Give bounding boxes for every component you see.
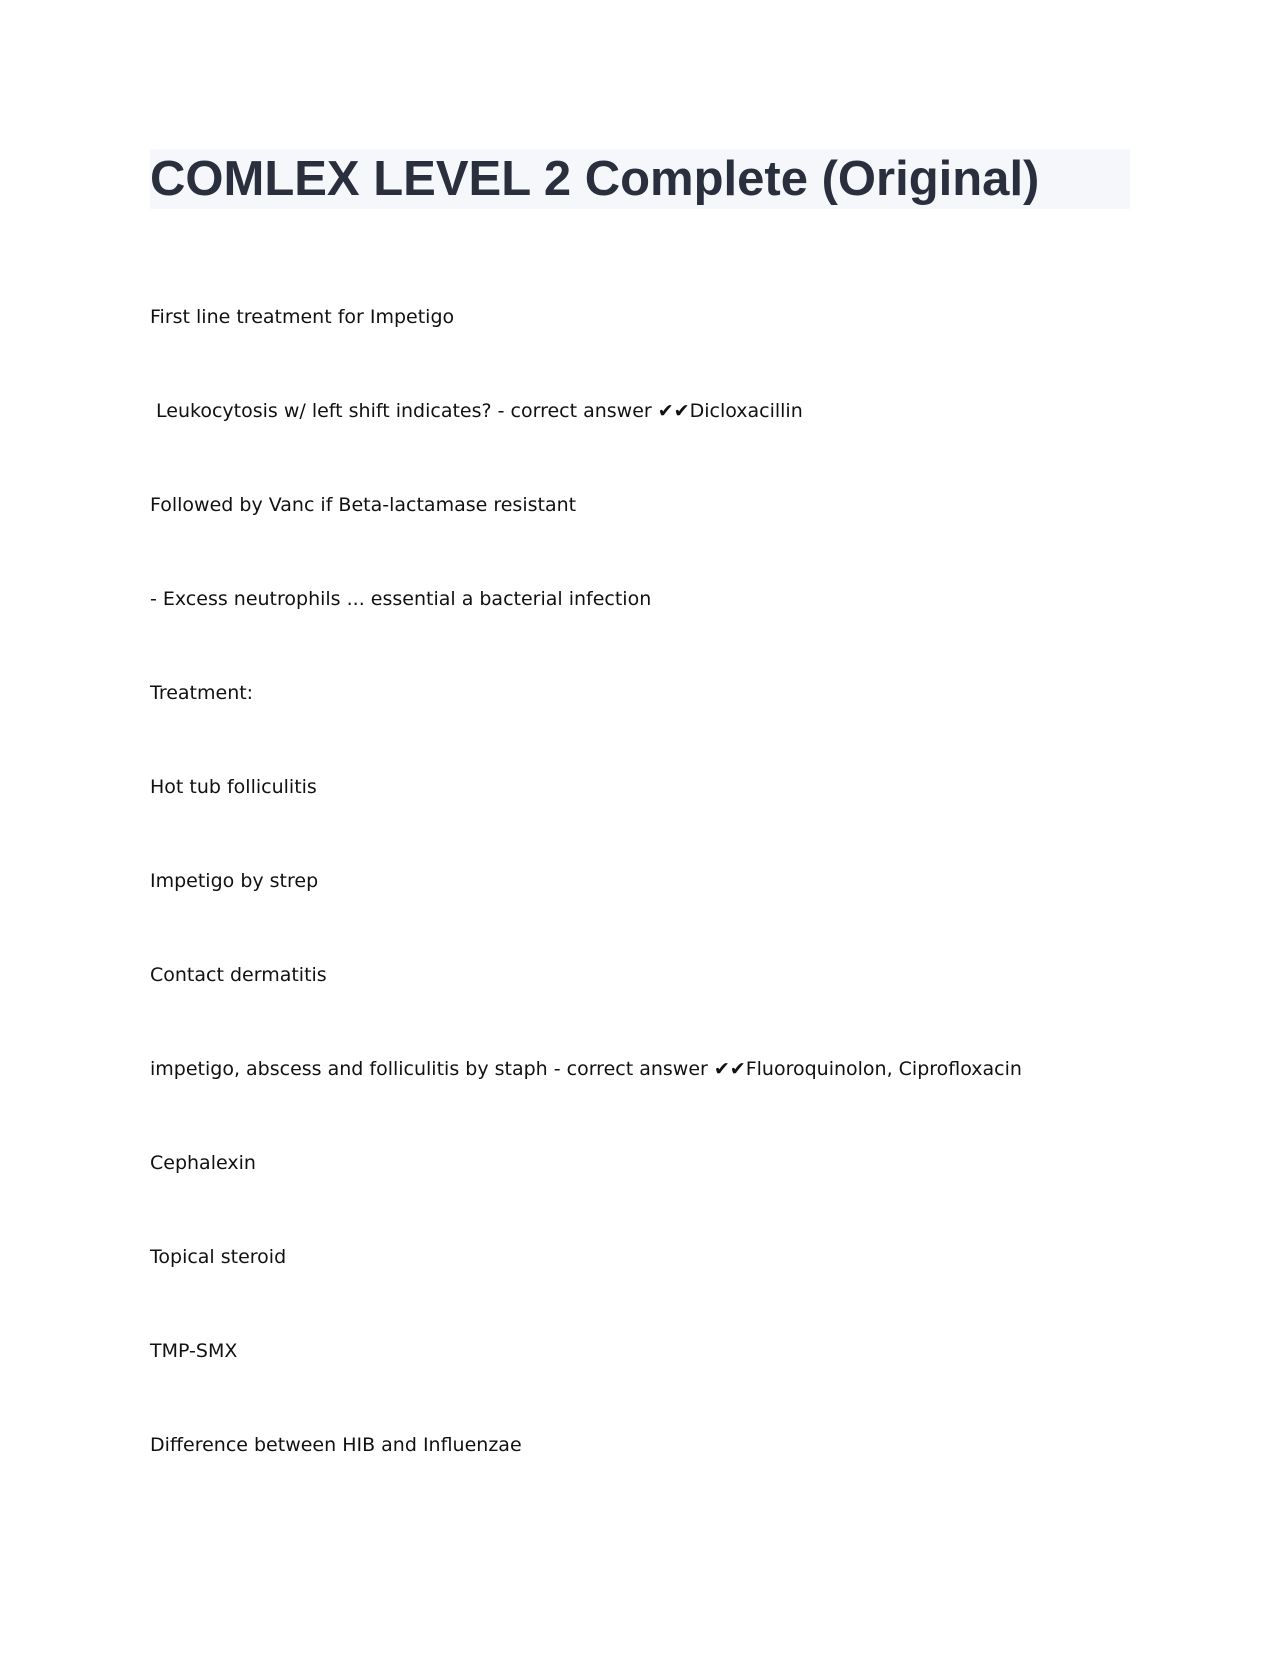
text-line: - Excess neutrophils ... essential a bacterial infection bbox=[150, 588, 652, 610]
text-line: Leukocytosis w/ left shift indicates? - correct answer ✔✔Dicloxacillin bbox=[150, 400, 803, 422]
text-line: Contact dermatitis bbox=[150, 964, 327, 986]
document-title: COMLEX LEVEL 2 Complete (Original) bbox=[150, 152, 1040, 206]
text-line: Hot tub folliculitis bbox=[150, 776, 317, 798]
text-line: impetigo, abscess and folliculitis by staph - correct answer ✔✔Fluoroquinolon, Ciprofloxacin bbox=[150, 1058, 1022, 1080]
text-line: Followed by Vanc if Beta-lactamase resistant bbox=[150, 494, 577, 516]
text-line: Topical steroid bbox=[150, 1246, 287, 1268]
text-line: TMP-SMX bbox=[150, 1340, 238, 1362]
text-line: Difference between HIB and Influenzae bbox=[150, 1434, 522, 1456]
text-line: First line treatment for Impetigo bbox=[150, 306, 455, 328]
text-line: Cephalexin bbox=[150, 1152, 256, 1174]
text-line: Treatment: bbox=[150, 682, 254, 704]
text-line: Impetigo by strep bbox=[150, 870, 319, 892]
